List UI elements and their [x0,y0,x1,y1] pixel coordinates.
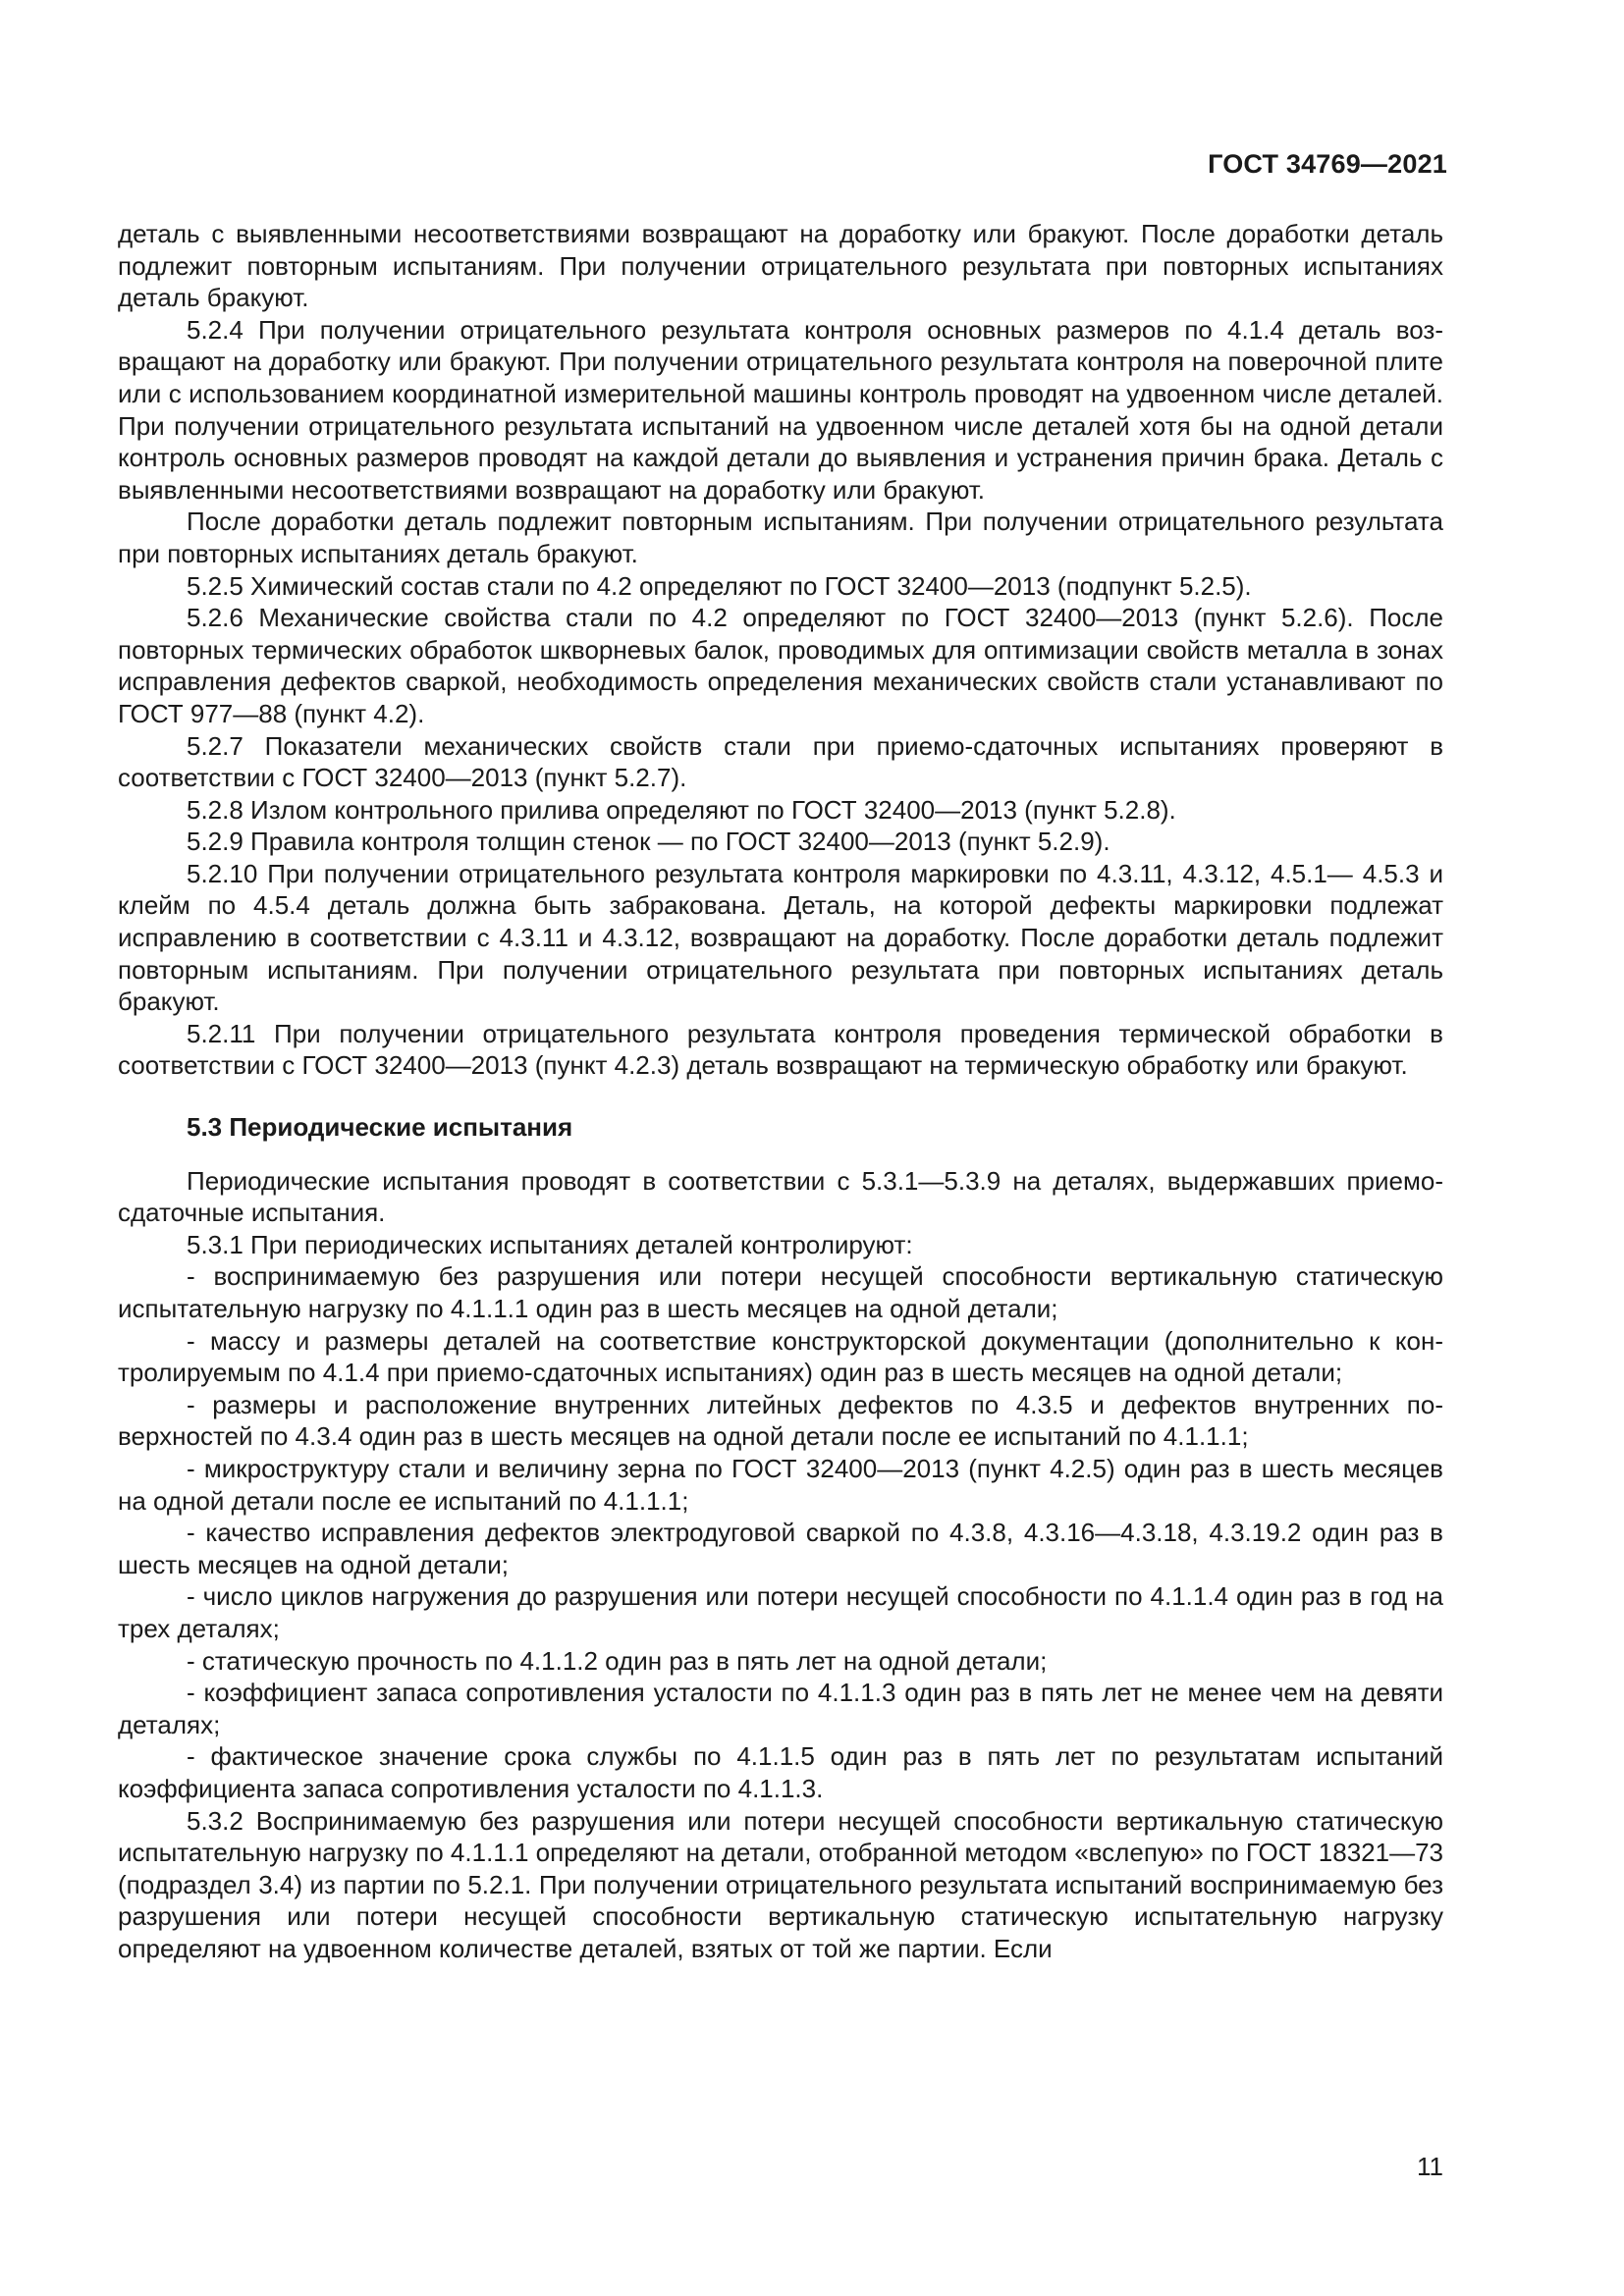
page-body [118,218,1443,1964]
paragraph-5-2-5: 5.2.5 Химический состав стали по 4.2 определяют по ГОСТ 32400—2013 (подпункт 5.2.5). [187,570,1252,601]
paragraph-5-2-7: 5.2.7 Показатели механических свойств стали при приемо-сдаточных испытаниях проверяют в соответствии с ГОСТ 32400—2013 (пункт 5.2.7). [118,730,1443,793]
paragraph-5-2-11: 5.2.11 При получении отрицательного результата контроля проведения термической обработки в соответствии с ГОСТ 32400—2013 (пункт 4.2.3) деталь возвращают на термическую обработку или бракуют. [118,1018,1443,1081]
paragraph-5-2-9: 5.2.9 Правила контроля толщин стенок — по ГОСТ 32400—2013 (пункт 5.2.9). [187,827,1110,857]
list-item-fatigue-coefficient: - коэффициент запаса сопротивления усталости по 4.1.1.3 один раз в пять лет не менее чем на девяти деталях; [118,1678,1443,1739]
list-item-static-strength: - статическую прочность по 4.1.1.2 один раз в пять лет на одной детали; [187,1645,1048,1676]
paragraph-5-3-1: 5.3.1 При периодических испытаниях деталей контролируют: [187,1229,913,1259]
list-item-internal-defects: - размеры и расположение внутренних литейных дефектов по 4.3.5 и дефектов внутренних поверхностей по 4.3.4 один раз в шесть месяцев на одной детали после ее испытаний по 4.1.1.1; [118,1389,1443,1452]
list-item-weld-repair: - качество исправления дефектов электродуговой сваркой по 4.3.8, 4.3.16—4.3.18, 4.3.19.2 один раз в шесть месяцев на одной детали; [118,1518,1443,1579]
paragraph-5-2-4: 5.2.4 При получении отрицательного результата контроля основных размеров по 4.1.4 деталь возвращают на доработку или бракуют. При получении отрицательного результата контроля на поверочной плите или с использованием координатной измерительной машины контроль проводят на удвоенном числе деталей. При получении отрицательного результата испытаний на удвоенном числе деталей хотя бы на одной детали контроль основных размеров проводят на каждой детали до выявления и устранения причин брака. Деталь с выявленными несоответствиями возвращают на доработку или бракуют. [118,314,1443,505]
paragraph-periodic-intro: Периодические испытания проводят в соответствии с 5.3.1—5.3.9 на деталях, выдержавших приемо-сдаточные испытания. [118,1165,1443,1228]
list-item-static-load: - воспринимаемую без разрушения или потери несущей способности вертикальную статическую испытательную нагрузку по 4.1.1.1 один раз в шесть месяцев на одной детали; [118,1261,1443,1323]
page-number: 11 [1417,2152,1443,2181]
list-item-load-cycles: - число циклов нагружения до разрушения или потери несущей способности по 4.1.1.4 один раз в год на трех деталях; [118,1581,1443,1643]
list-item-service-life: - фактическое значение срока службы по 4.1.1.5 один раз в пять лет по результатам испытаний коэффициента запаса сопротивления усталости по 4.1.1.3. [118,1741,1443,1803]
paragraph-5-3-2: 5.3.2 Воспринимаемую без разрушения или потери несущей способности вертикальную статическую испытательную нагрузку по 4.1.1.1 определяют на детали, отобранной методом «вслепую» по ГОСТ 18321—73 (подраздел 3.4) из партии по 5.2.1. При получении отрицательного результата испытаний воспринимаемую без разрушения или потери несущей способности вертикальную статическую испытательную нагрузку определяют на удвоенном количестве деталей, взятых от той же партии. Если [118,1805,1443,1963]
paragraph-5-2-6: 5.2.6 Механические свойства стали по 4.2 определяют по ГОСТ 32400—2013 (пункт 5.2.6). После повторных термических обработок шкворневых балок, проводимых для оптимизации свойств металла в зонах исправления дефектов сваркой, необходимость определения механических свойств стали устанавливают по ГОСТ 977—88 (пункт 4.2). [118,603,1443,728]
section-title-5-3: 5.3 Периодические испытания [187,1112,573,1143]
paragraph-continuation: деталь с выявленными несоответствиями возвращают на доработку или бракуют. После доработки деталь подлежит повторным испытаниям. При получении отрицательного результата при повторных испытаниях деталь бракуют. [118,219,1443,313]
paragraph-rework: После доработки деталь подлежит повторным испытаниям. При получении отрицательного результата при повторных испытаниях деталь бракуют. [118,507,1443,568]
list-item-mass-dimensions: - массу и размеры деталей на соответствие конструкторской документации (дополнительно к контролируемым по 4.1.4 при приемо-сдаточных испытаниях) один раз в шесть месяцев на одной детали; [118,1325,1443,1388]
paragraph-5-2-10: 5.2.10 При получении отрицательного результата контроля маркировки по 4.3.11, 4.3.12, 4.5.1— 4.5.3 и клейм по 4.5.4 деталь должна быть забракована. Деталь, на которой дефекты маркировки подлежат исправлению в соответствии с 4.3.11 и 4.3.12, возвращают на доработку. После доработки деталь подлежит повторным испытаниям. При получении отрицательного результата при повторных испытаниях деталь бракуют. [118,858,1443,1017]
list-item-microstructure: - микроструктуру стали и величину зерна по ГОСТ 32400—2013 (пункт 4.2.5) один раз в шесть месяцев на одной детали после ее испытаний по 4.1.1.1; [118,1453,1443,1516]
document-code-header: ГОСТ 34769—2021 [1208,149,1447,179]
paragraph-5-2-8: 5.2.8 Излом контрольного прилива определяют по ГОСТ 32400—2013 (пункт 5.2.8). [187,794,1176,825]
